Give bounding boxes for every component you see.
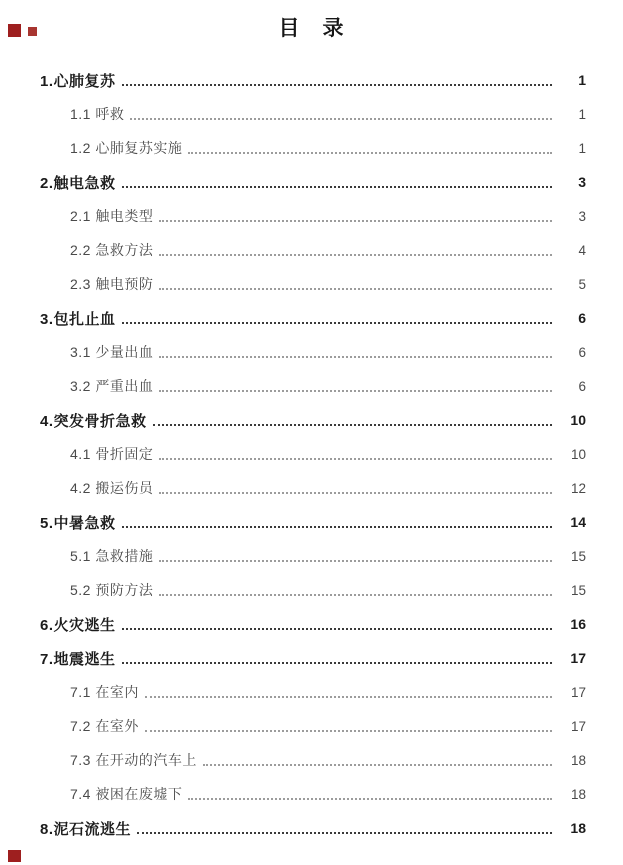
toc-entry[interactable] [0,573,623,607]
toc-entry[interactable] [0,811,623,845]
page-number: 17 [570,718,586,734]
toc-entry[interactable] [0,709,623,743]
toc-entry-label: 4.突发骨折急救 [40,412,147,430]
toc-entry-label: 7.1 在室内 [70,684,139,700]
toc-entry-label: 4.2 搬运伤员 [70,480,154,496]
page-number: 10 [570,412,586,428]
toc-entry[interactable] [0,539,623,573]
red-corner-mark-top-left-2 [28,27,37,36]
toc-entry-label: 7.3 在开动的汽车上 [70,752,197,768]
page-number: 4 [578,242,586,258]
dot-leader [203,751,552,766]
page-number: 10 [570,446,586,462]
dot-leader [122,309,552,324]
toc-entry-label: 2.2 急救方法 [70,242,154,258]
red-corner-mark-top-left [8,24,21,37]
toc-entry-label: 1.2 心肺复苏实施 [70,140,183,156]
page-number: 16 [570,616,586,632]
dot-leader [153,411,552,426]
dot-leader [122,615,552,630]
toc-entry[interactable] [0,301,623,335]
page-number: 5 [578,276,586,292]
page-title: 目 录 [278,17,345,40]
page-number: 3 [578,208,586,224]
page-number: 3 [578,174,586,190]
dot-leader [159,207,552,222]
toc-entry[interactable] [0,607,623,641]
dot-leader [159,479,552,494]
toc-entry[interactable] [0,369,623,403]
dot-leader [159,445,552,460]
dot-leader [188,785,552,800]
toc-entry-label: 2.3 触电预防 [70,276,154,292]
toc-entry[interactable] [0,505,623,539]
page-number: 6 [578,310,586,326]
toc-entry-label: 5.2 预防方法 [70,582,154,598]
toc-entry-label: 8.泥石流逃生 [40,820,132,838]
toc-entry[interactable] [0,199,623,233]
toc-entry-label: 3.2 严重出血 [70,378,154,394]
page-number: 15 [570,548,586,564]
toc-entry-label: 5.中暑急救 [40,514,116,532]
toc-entry[interactable] [0,63,623,97]
page-number: 6 [578,344,586,360]
toc-entry[interactable] [0,165,623,199]
toc-entry-label: 7.4 被困在废墟下 [70,786,183,802]
toc-list [0,63,623,845]
dot-leader [137,819,552,834]
page-number: 1 [578,106,586,122]
dot-leader [188,139,552,154]
page-number: 17 [570,650,586,666]
page-number: 14 [570,514,586,530]
toc-entry-label: 2.1 触电类型 [70,208,154,224]
toc-entry-label: 3.包扎止血 [40,310,116,328]
dot-leader [122,649,552,664]
page-number: 12 [570,480,586,496]
toc-entry-label: 2.触电急救 [40,174,116,192]
page-number: 17 [570,684,586,700]
dot-leader [122,173,552,188]
toc-entry-label: 6.火灾逃生 [40,616,116,634]
toc-entry-label: 1.1 呼救 [70,106,125,122]
dot-leader [159,241,552,256]
toc-entry-label: 7.2 在室外 [70,718,139,734]
toc-entry[interactable] [0,777,623,811]
page-number: 18 [570,786,586,802]
dot-leader [159,377,552,392]
toc-entry[interactable] [0,675,623,709]
dot-leader [145,683,552,698]
toc-entry[interactable] [0,97,623,131]
toc-entry[interactable] [0,403,623,437]
page-number: 18 [570,820,586,836]
toc-entry-label: 5.1 急救措施 [70,548,154,564]
toc-entry[interactable] [0,335,623,369]
toc-entry[interactable] [0,131,623,165]
toc-entry[interactable] [0,437,623,471]
dot-leader [159,343,552,358]
page-number: 6 [578,378,586,394]
toc-entry[interactable] [0,471,623,505]
dot-leader [122,71,552,86]
red-corner-mark-bottom-left [8,850,21,862]
toc-entry-label: 1.心肺复苏 [40,72,116,90]
toc-entry[interactable] [0,233,623,267]
document-page [0,16,623,845]
dot-leader [122,513,552,528]
toc-entry-label: 4.1 骨折固定 [70,446,154,462]
page-number: 1 [578,72,586,88]
page-number: 1 [578,140,586,156]
page-number: 15 [570,582,586,598]
toc-entry-label: 7.地震逃生 [40,650,116,668]
toc-entry[interactable] [0,641,623,675]
toc-entry[interactable] [0,743,623,777]
dot-leader [159,275,552,290]
dot-leader [159,547,552,562]
toc-entry-label: 3.1 少量出血 [70,344,154,360]
page-number: 18 [570,752,586,768]
toc-entry[interactable] [0,267,623,301]
dot-leader [130,105,552,120]
dot-leader [145,717,552,732]
dot-leader [159,581,552,596]
